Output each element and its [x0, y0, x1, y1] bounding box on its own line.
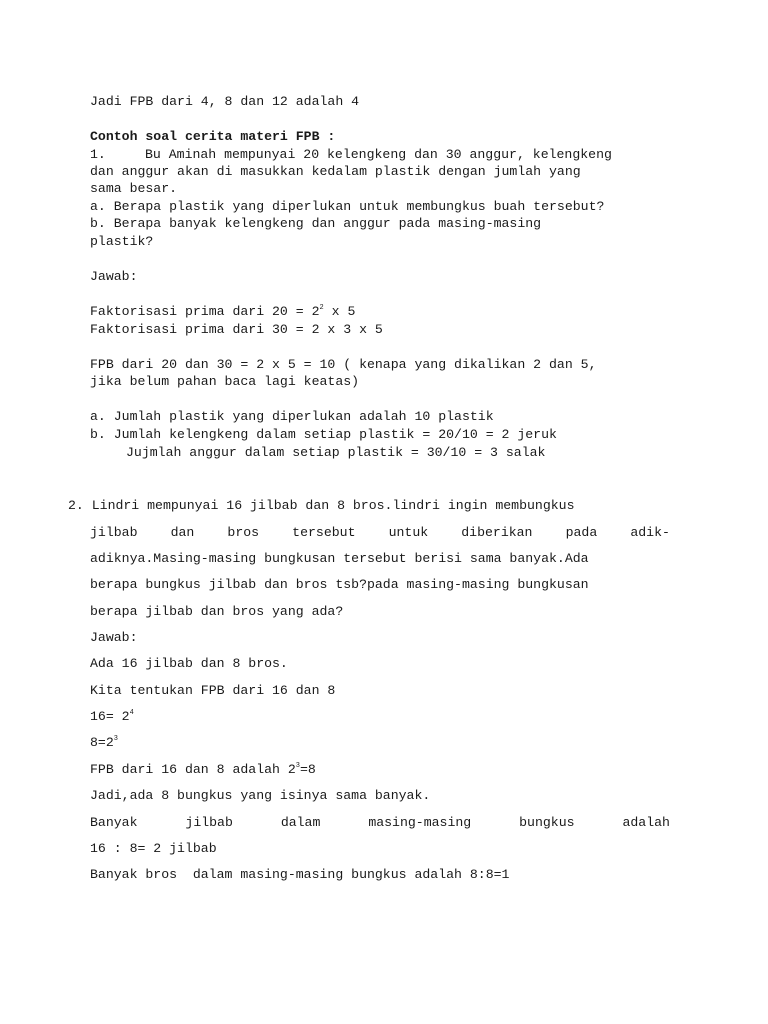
fpb-16-8: FPB dari 16 dan 8 adalah $2^3=8$: [90, 762, 316, 777]
power-8: $8=2^3$: [90, 735, 118, 750]
question-2-line-5: berapa jilbab dan bros yang ada?: [90, 604, 344, 619]
answer-2-conclusion: Jadi,ada 8 bungkus yang isinya sama banyak.: [90, 788, 431, 803]
question-1-line-3: sama besar.: [90, 181, 178, 196]
question-1-part-b-line-2: plastik?: [90, 234, 154, 249]
question-1-part-b-line-1: b. Berapa banyak kelengkeng dan anggur pada masing-masing: [90, 216, 542, 231]
fpb-calc-line-2: jika belum pahan baca lagi keatas): [90, 374, 360, 389]
factorization-20: Faktorisasi prima dari $20 = 2^2$ x 5: [90, 304, 356, 319]
section-heading: Contoh soal cerita materi FPB :: [90, 129, 336, 144]
factorization-30: Faktorisasi prima dari 30 = 2 x 3 x 5: [90, 322, 383, 337]
question-2-line-4: berapa bungkus jilbab dan bros tsb?pada masing-masing bungkusan: [90, 577, 589, 592]
answer-b-continued: Jujmlah anggur dalam setiap plastik = 30/10 = 3 salak: [126, 445, 546, 460]
answer-2-line-2: Kita tentukan FPB dari 16 dan 8: [90, 683, 336, 698]
question-2-line-3: adiknya.Masing-masing bungkusan tersebut berisi sama banyak.Ada: [90, 551, 589, 566]
exponent: 2: [319, 304, 324, 312]
exponent: 4: [129, 709, 134, 717]
question-2-line-1: 2. Lindri mempunyai 16 jilbab dan 8 bros.lindri ingin membungkus: [68, 498, 575, 513]
exponent: 3: [113, 735, 118, 743]
power-16: $16= 2^4$: [90, 709, 134, 724]
answer-2-line-1: Ada 16 jilbab dan 8 bros.: [90, 656, 288, 671]
question-1-line-2: dan anggur akan di masukkan kedalam plastik dengan jumlah yang: [90, 164, 581, 179]
answer-a: a. Jumlah plastik yang diperlukan adalah 10 plastik: [90, 409, 494, 424]
jilbab-per-bundle-result: 16 : 8= 2 jilbab: [90, 841, 217, 856]
question-1-line-1: Bu Aminah mempunyai 20 kelengkeng dan 30 anggur, kelengkeng: [145, 147, 612, 162]
question-1-number: 1.: [90, 147, 106, 162]
question-2-line-2: jilbab dan bros tersebut untuk diberikan pada adik-: [90, 525, 670, 540]
jilbab-per-bundle-line: Banyak jilbab dalam masing-masing bungkus adalah: [90, 815, 670, 830]
exponent: 3: [295, 762, 300, 770]
bros-per-bundle-line: Banyak bros dalam masing-masing bungkus adalah 8:8=1: [90, 867, 510, 882]
fpb-conclusion-text: Jadi FPB dari 4, 8 dan 12 adalah 4: [90, 94, 360, 109]
answer-b: b. Jumlah kelengkeng dalam setiap plastik = 20/10 = 2 jeruk: [90, 427, 557, 442]
answer-label-2: Jawab:: [90, 630, 138, 645]
question-1-part-a: a. Berapa plastik yang diperlukan untuk membungkus buah tersebut?: [90, 199, 605, 214]
answer-label-1: Jawab:: [90, 269, 138, 284]
fpb-calc-line-1: FPB dari 20 dan 30 = 2 x 5 = 10 ( kenapa yang dikalikan 2 dan 5,: [90, 357, 597, 372]
